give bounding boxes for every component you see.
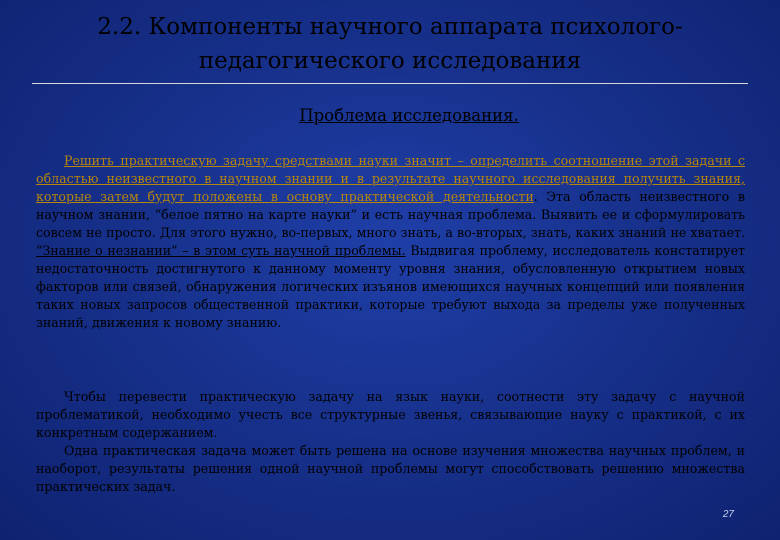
paragraph-problem (36, 152, 745, 332)
highlighted-essence: “Знание о незнании” – в этом суть научной проблемы. (36, 243, 406, 258)
paragraph-relation: Одна практическая задача может быть решена на основе изучения множества научных проблем, и наоборот, результаты решения одной научной проблемы могут способствовать решению множества практических задач. (36, 443, 745, 494)
paragraph-text: . Эта область неизвестного в научном знании, “белое пятно на карте науки” и есть научная проблема. Выявить ее и сформулировать совсем не просто. Для этого нужно, во-первых, много знать, а во-вторых, знать, каких знаний не хватает. (36, 189, 745, 240)
section-subtitle: Проблема исследования. (299, 106, 519, 125)
page-number: 27 (722, 509, 734, 520)
slide-title: 2.2. Компоненты научного аппарата психолого-педагогического исследования (97, 14, 683, 74)
paragraph-text: Выдвигая проблему, исследователь констатирует недостаточность достигнутого к данному моменту уровня знания, обусловленную открытием новых факторов или связей, обнаружения логических изъянов имеющихся научных концепций или появления таких новых запросов общественной практики, которые требуют выхода за пределы уже полученных знаний, движения к новому знанию. (36, 243, 746, 330)
title-divider (32, 83, 748, 84)
highlighted-definition: Решить практическую задачу средствами науки значит – определить соотношение этой задачи с областью неизвестного в научном знании и в результате научного исследования получить знания, которые затем будут положены в основу практической деятельности (36, 153, 745, 204)
paragraph-translation: Чтобы перевести практическую задачу на язык науки, соотнести эту задачу с научной проблематикой, необходимо учесть все структурные звенья, связывающие науку с практикой, с их конкретным содержанием. (36, 389, 745, 440)
